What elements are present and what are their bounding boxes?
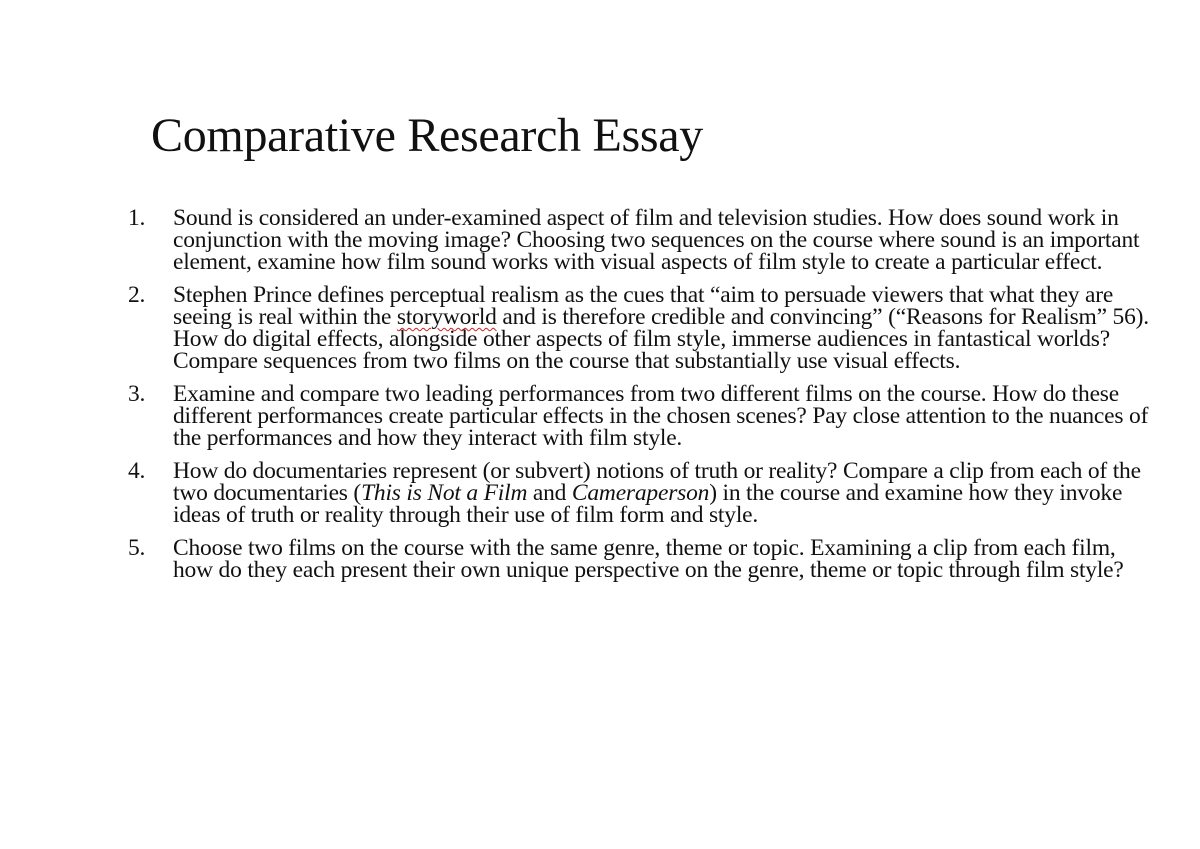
question-text-part: and [527,480,572,506]
question-item-5 [126,537,1156,581]
film-title: This is Not a Film [361,480,528,506]
question-text-part: How do documentaries represent (or subvert) notions of truth or reality? Compare a clip from each of the two documentaries ( [173,458,1141,506]
question-item-2 [126,284,1156,372]
question-list [126,207,1156,592]
question-item-4 [126,460,1156,526]
question-text [173,460,1156,526]
question-text: Examine and compare two leading performances from two different films on the course. How do these different performances create particular effects in the chosen scenes? Pay close attention to the nuances of the performances and how they interact with film style. [173,381,1149,451]
question-item-3 [126,383,1156,449]
question-text-part: Stephen Prince defines perceptual realism as the cues that “aim to persuade viewers that what they are seeing is real within the [173,282,1114,330]
spellcheck-underlined-word[interactable]: storyworld [396,304,497,330]
question-number: 2. [128,282,146,308]
question-text: Sound is considered an under-examined aspect of film and television studies. How does sound work in conjunction with the moving image? Choosing two sequences on the course where sound is an important element, examine how film sound works with visual aspects of film style to create a particular effect. [173,205,1140,275]
question-text-part: and is therefore credible and convincing” (“Reasons for Realism” 56). How do digital effects, alongside other aspects of film style, immerse audiences in fantastical worlds? Compare sequences from two films on the course that substantially use visual effects. [173,304,1149,374]
question-number: 5. [128,535,146,561]
question-number: 3. [128,381,146,407]
film-title: Cameraperson [571,480,710,506]
question-number: 1. [128,205,146,231]
question-item-1 [126,207,1156,273]
slide-title: Comparative Research Essay [151,109,704,162]
question-number: 4. [128,458,146,484]
question-text [173,284,1156,372]
question-text-part: ) in the course and examine how they invoke ideas of truth or reality through their use of film form and style. [173,480,1123,528]
question-text: Choose two films on the course with the same genre, theme or topic. Examining a clip from each film, how do they each present their own unique perspective on the genre, theme or topic through film style? [173,535,1124,583]
